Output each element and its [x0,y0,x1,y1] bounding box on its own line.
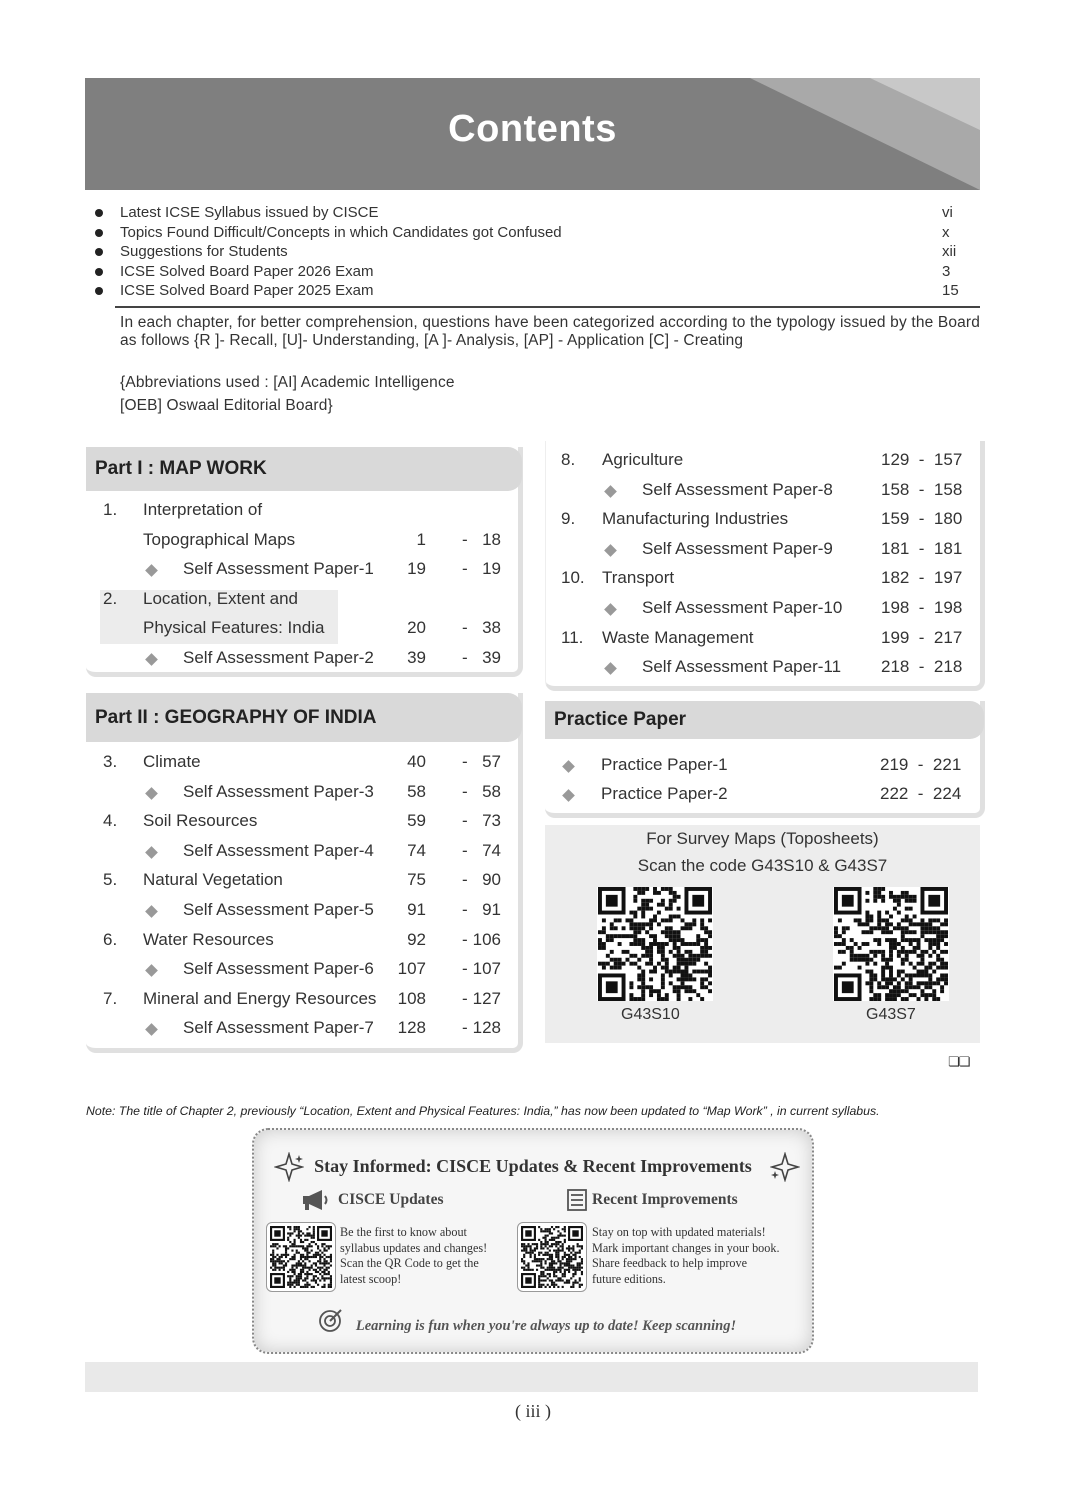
chapter-title: Self Assessment Paper-6 [183,959,374,979]
chapter-title: Self Assessment Paper-8 [642,479,833,499]
list-icon [566,1188,588,1212]
description-line: Share feedback to help improve [592,1256,747,1270]
card-footer: Learning is fun when you're always up to date! Keep scanning! [355,1318,737,1334]
range-separator: - [462,929,468,949]
chapter-number: 11. [561,627,584,647]
diamond-icon [604,603,617,616]
page-to: 19 [482,559,501,578]
sparkle-icon [770,1152,800,1182]
description-line: future editions. [592,1271,666,1286]
page-from: 19 [407,559,426,578]
page-to: 18 [482,529,501,549]
toc-row[interactable] [86,530,518,558]
chapter-title: Self Assessment Paper-9 [642,538,833,558]
cisce-updates-description [340,1225,540,1287]
part1-heading: Part I : MAP WORK [86,447,522,491]
chapter-number: 9. [561,509,576,529]
page-from: 75 [407,870,426,890]
page-from: 107 [397,959,426,979]
page-from: 74 [407,840,426,860]
chapter-number: 3. [103,752,118,771]
page-range: 219 - 221 [880,755,962,774]
bullet-icon [95,287,103,295]
range-separator: - [462,647,468,667]
item-label: ICSE Solved Board Paper 2026 Exam [120,262,374,280]
toc-row[interactable] [86,989,518,1017]
page-to: 128 [472,1018,501,1038]
chapter-title: Self Assessment Paper-2 [183,647,374,667]
recent-improvements-heading: Recent Improvements [592,1191,738,1208]
cisce-updates-heading: CISCE Updates [338,1191,444,1208]
toc-row[interactable] [86,841,518,869]
toc-row[interactable] [86,959,518,987]
range-separator: - [462,752,468,771]
toc-row[interactable] [545,755,980,783]
toc-row[interactable] [86,782,518,810]
chapter-title: Physical Features: India [143,618,325,637]
page-to: 39 [482,647,501,667]
page-to: 91 [482,900,501,919]
toc-row[interactable] [86,1018,518,1046]
part1-panel [86,447,523,677]
description-line: Be the first to know about [340,1225,467,1239]
stay-informed-card [252,1128,814,1354]
chapter-title: Manufacturing Industries [602,509,789,529]
divider [115,306,980,308]
range-separator: - [462,1018,468,1038]
page-from: 1 [416,529,426,549]
chapter-title: Waste Management [602,627,754,647]
toc-row[interactable] [86,870,518,898]
page-from: 128 [397,1018,426,1038]
page-range: 199 - 217 [881,627,963,647]
chapter-number: 2. [103,588,118,608]
item-page: xii [942,243,957,261]
page-range: 158 - 158 [881,479,963,499]
range-separator: - [462,811,468,831]
chapter-number: 8. [561,450,576,469]
range-separator: - [462,781,468,801]
toc-row[interactable] [546,568,980,596]
description-line: Mark important changes in your book. [592,1240,780,1255]
page-from: 20 [407,618,426,637]
megaphone-icon [300,1189,330,1211]
chapters-8-11-panel [545,441,985,691]
toc-row[interactable] [86,811,518,839]
front-matter-item[interactable] [95,282,965,302]
toc-row[interactable] [86,648,518,676]
page-to: 90 [482,870,501,890]
range-separator: - [462,959,468,979]
diamond-icon [604,662,617,675]
qr-label: G43S10 [621,1006,680,1023]
page-from: 59 [407,811,426,831]
diamond-icon [145,1024,158,1037]
abbreviations-line: [OEB] Oswaal Editorial Board} [120,397,333,414]
diamond-icon [562,789,575,802]
toc-row[interactable] [546,628,980,656]
range-separator: - [462,988,468,1008]
item-page: 3 [942,262,951,280]
chapter-number: 4. [103,811,118,831]
front-matter-item[interactable] [95,263,965,283]
toc-row[interactable] [86,930,518,958]
chapter-title: Self Assessment Paper-10 [642,598,843,617]
diamond-icon [145,564,158,577]
chapter-number: 1. [103,500,118,519]
page-range: 218 - 218 [881,657,963,677]
chapter-title: Location, Extent and [143,588,299,608]
page-range: 182 - 197 [881,568,963,588]
chapter-number: 10. [561,568,585,588]
page-from: 91 [407,900,426,919]
chapter-title: Topographical Maps [143,529,296,549]
description-line: latest scoop! [340,1271,402,1286]
page-from: 58 [407,781,426,801]
toc-row[interactable] [546,480,980,508]
card-title: Stay Informed: CISCE Updates & Recent Improvements [314,1156,752,1176]
toc-row[interactable] [86,900,518,928]
diamond-icon [604,544,617,557]
bullet-icon [95,209,103,217]
range-separator: - [462,900,468,919]
pages-icon: ❏❏ [948,1054,970,1069]
front-matter-item[interactable] [95,243,965,263]
practice-title: Practice Paper-1 [601,755,728,774]
toc-row[interactable] [546,509,980,537]
range-separator: - [462,559,468,578]
practice-title: Practice Paper-2 [601,784,728,803]
toc-row[interactable] [86,589,518,617]
qr-code-icon[interactable] [833,887,949,1001]
contents-banner [85,78,980,190]
item-label: Suggestions for Students [120,243,288,261]
footer-bar [85,1362,978,1392]
toc-row[interactable] [546,598,980,626]
range-separator: - [462,840,468,860]
page-title: Contents [448,108,617,150]
chapter-number: 7. [103,988,118,1008]
page-range: 222 - 224 [880,784,962,803]
practice-heading: Practice Paper [545,701,984,739]
front-matter-list [95,204,965,302]
diamond-icon [145,905,158,918]
toc-row[interactable] [86,752,518,780]
part2-panel [86,693,523,1053]
survey-instruction: Scan the code G43S10 & G43S7 [637,856,888,875]
toc-row[interactable] [546,657,980,685]
chapter-title: Self Assessment Paper-1 [183,559,374,578]
intro-text: In each chapter, for better comprehension, questions have been categorized according to the typology issued by the Board as follows {R ]- Recall, [U]- Understanding, [A ]- Analysis, [AP] - Application [C] - Creating [120,314,980,349]
chapter-title: Soil Resources [143,811,258,831]
chapter-number: 6. [103,929,118,949]
recent-improvements-description [592,1225,807,1287]
item-label: Latest ICSE Syllabus issued by CISCE [120,204,379,221]
diamond-icon [562,760,575,773]
qr-code-icon[interactable] [266,1222,336,1292]
chapter-title: Self Assessment Paper-3 [183,781,374,801]
page-range: 159 - 180 [881,509,963,529]
diamond-icon [604,485,617,498]
page-from: 108 [397,988,426,1008]
bullet-icon [95,248,103,256]
range-separator: - [462,529,468,549]
chapter-title: Climate [143,752,201,771]
survey-title: For Survey Maps (Toposheets) [646,829,879,848]
toc-row[interactable] [546,450,980,478]
bullet-icon [95,229,103,237]
toc-row[interactable] [546,539,980,567]
diamond-icon [145,787,158,800]
diamond-icon [145,964,158,977]
range-separator: - [462,618,468,637]
description-line: Scan the QR Code to get the [340,1256,479,1270]
chapter-title: Self Assessment Paper-7 [183,1018,374,1038]
bullet-icon [95,268,103,276]
chapter-title: Water Resources [143,929,274,949]
toc-row[interactable] [545,784,980,812]
page-to: 74 [482,840,501,860]
page-range: 181 - 181 [881,538,963,558]
item-label: Topics Found Difficult/Concepts in which Candidates got Confused [120,223,562,241]
description-line: syllabus updates and changes! [340,1240,488,1255]
page-to: 38 [482,618,501,637]
page-to: 73 [482,811,501,831]
toc-row[interactable] [86,559,518,587]
chapter-number: 5. [103,870,118,890]
chapter-title: Self Assessment Paper-5 [183,900,374,919]
toc-row[interactable] [86,500,518,528]
page-to: 127 [472,988,501,1008]
chapter-title: Self Assessment Paper-11 [642,657,842,677]
page-range: 198 - 198 [881,598,963,617]
front-matter-item[interactable] [95,204,965,224]
abbreviations-line: {Abbreviations used : [AI] Academic Intelligence [120,374,455,391]
description-line: Stay on top with updated materials! [592,1225,766,1239]
page-to: 107 [472,959,501,979]
toc-row[interactable] [86,618,518,646]
page-to: 57 [482,752,501,771]
page-number: ( iii ) [515,1401,551,1421]
survey-maps-box [545,825,980,1043]
qr-code-icon[interactable] [597,887,713,1001]
chapter-title: Self Assessment Paper-4 [183,840,374,860]
item-page: 15 [942,282,959,300]
chapter-title: Mineral and Energy Resources [143,988,377,1008]
diamond-icon [145,653,158,666]
qr-label: G43S7 [866,1006,916,1023]
page-to: 106 [472,929,501,949]
chapter-title: Natural Vegetation [143,870,283,890]
item-page: x [942,223,950,241]
item-page: vi [942,204,953,221]
chapter-title: Interpretation of [143,500,263,519]
practice-paper-panel [545,701,985,818]
page-to: 58 [482,781,501,801]
chapter-title: Agriculture [602,450,684,469]
front-matter-item[interactable] [95,224,965,244]
diamond-icon [145,846,158,859]
page-from: 92 [407,929,426,949]
item-label: ICSE Solved Board Paper 2025 Exam [120,282,374,300]
syllabus-note: Note: The title of Chapter 2, previously “Location, Extent and Physical Features: India,” has now been updated to “Map Work” , in current syllabus. [86,1104,880,1118]
page-range: 129 - 157 [881,450,963,469]
chapter-title: Transport [602,568,675,588]
qr-code-icon[interactable] [517,1222,587,1292]
range-separator: - [462,870,468,890]
page-from: 40 [407,752,426,771]
part2-heading: Part II : GEOGRAPHY OF INDIA [86,693,522,742]
page-from: 39 [407,647,426,667]
